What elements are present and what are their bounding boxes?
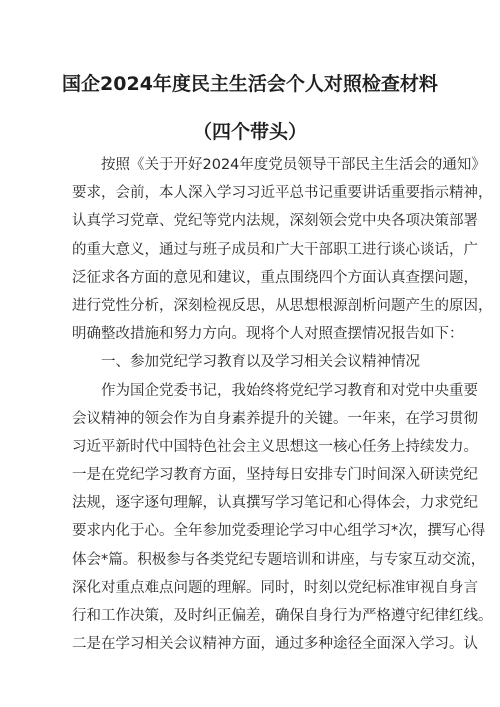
body-line: 要求内化于心。全年参加党委理论学习中心组学习*次，撰写心得 bbox=[72, 523, 486, 540]
body-line: 一、参加党纪学习教育以及学习相关会议精神情况 bbox=[101, 354, 420, 371]
body-line: 行和工作决策，及时纠正偏差，确保自身行为严格遵守纪律红线。 bbox=[72, 608, 493, 624]
body-line: 一是在党纪学习教育方面，坚持每日安排专门时间深入研读党纪 bbox=[72, 467, 478, 484]
body-line: 法规，逐字逐句理解，认真撰写学习笔记和心得体会，力求党纪 bbox=[72, 495, 478, 512]
body-line: 要求，会前，本人深入学习习近平总书记重要讲话重要指示精神， bbox=[72, 185, 493, 202]
body-line: 明确整改措施和努力方向。现将个人对照查摆情况报告如下： bbox=[72, 326, 464, 343]
body-line: 会议精神的领会作为自身素养提升的关键。一年来，在学习贯彻 bbox=[72, 410, 478, 427]
body-line: 作为国企党委书记，我始终将党纪学习教育和对党中央重要 bbox=[101, 382, 478, 399]
body-line: 按照《关于开好2024年度党员领导干部民主生活会的通知》 bbox=[101, 157, 486, 173]
document-subtitle: （四个带头） bbox=[192, 121, 307, 143]
body-line: 体会*篇。积极参与各类党纪专题培训和讲座，与专家互动交流， bbox=[72, 551, 486, 568]
body-line: 二是在学习相关会议精神方面，通过多种途径全面深入学习。认 bbox=[72, 636, 478, 653]
body-line: 习近平新时代中国特色社会主义思想这一核心任务上持续发力。 bbox=[72, 438, 478, 455]
body-line: 深化对重点难点问题的理解。同时，时刻以党纪标准审视自身言 bbox=[72, 579, 478, 596]
body-line: 认真学习党章、党纪等党内法规，深刻领会党中央各项决策部署 bbox=[72, 213, 478, 230]
body-line: 的重大意义，通过与班子成员和广大干部职工进行谈心谈话，广 bbox=[72, 241, 478, 258]
document-title: 国企2024年度民主生活会个人对照检查材料 bbox=[62, 73, 438, 95]
document-body bbox=[72, 151, 493, 658]
body-line: 进行党性分析，深刻检视反思，从思想根源剖析问题产生的原因， bbox=[72, 297, 493, 314]
body-line: 泛征求各方面的意见和建议，重点围绕四个方面认真查摆问题， bbox=[72, 269, 478, 286]
